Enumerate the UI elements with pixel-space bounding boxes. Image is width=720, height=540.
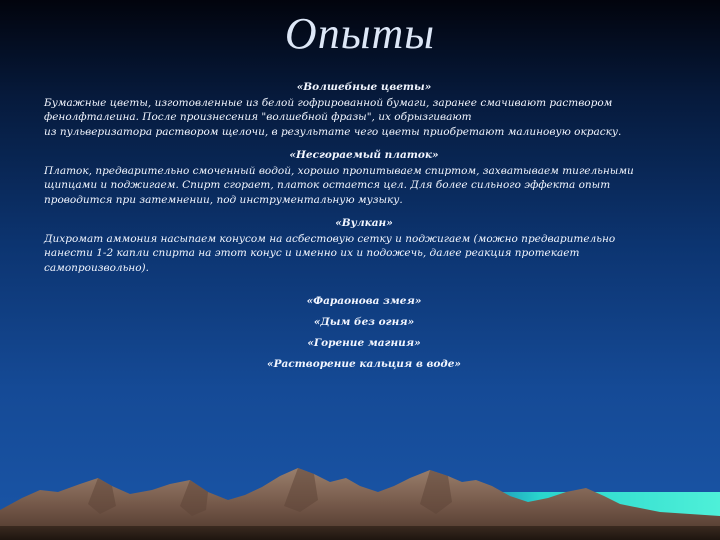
- experiment-line: проводится при затемнении, под инструментальную музыку.: [44, 193, 403, 206]
- more-experiment-item: «Растворение кальция в воде»: [267, 358, 461, 370]
- more-experiment-item: «Горение магния»: [307, 337, 421, 349]
- experiment-line: щипцами и поджигаем. Спирт сгорает, платок остается цел. Для более сильного эффекта опыт: [44, 179, 611, 191]
- slide-title: Опыты: [284, 9, 436, 58]
- experiment-heading: «Вулкан»: [335, 217, 393, 229]
- experiment-section: [44, 216, 684, 275]
- more-experiment-item: «Дым без огня»: [313, 316, 415, 328]
- slide-content: [44, 80, 684, 375]
- experiment-line: Бумажные цветы, изготовленные из белой гофрированной бумаги, заранее смачивают раствором: [44, 96, 613, 109]
- more-experiment-item: «Фараонова змея»: [306, 295, 422, 307]
- experiment-section: [44, 80, 684, 139]
- experiment-section: [44, 148, 684, 207]
- experiment-line: нанести 1-2 капли спирта на этот конус и именно их и подожечь, далее реакция протекает: [44, 247, 580, 259]
- experiment-line: Платок, предварительно смоченный водой, хорошо пропитываем спиртом, захватываем тигельными: [44, 164, 634, 177]
- experiment-line: Дихромат аммония насыпаем конусом на асбестовую сетку и поджигаем (можно предварительно: [44, 232, 616, 245]
- ground-shape: [0, 526, 720, 540]
- experiment-line: фенолфталеина. После произнесения "волшебной фразы", их обрызгивают: [44, 111, 472, 123]
- experiment-heading: «Волшебные цветы»: [296, 81, 432, 93]
- experiment-line: из пульверизатора раствором щелочи, в результате чего цветы приобретают малиновую окраску.: [44, 125, 622, 138]
- experiment-heading: «Несгораемый платок»: [289, 149, 439, 161]
- mountain-landscape: [0, 440, 720, 540]
- experiment-line: самопроизвольно).: [44, 261, 149, 274]
- more-experiments-list: [44, 291, 684, 375]
